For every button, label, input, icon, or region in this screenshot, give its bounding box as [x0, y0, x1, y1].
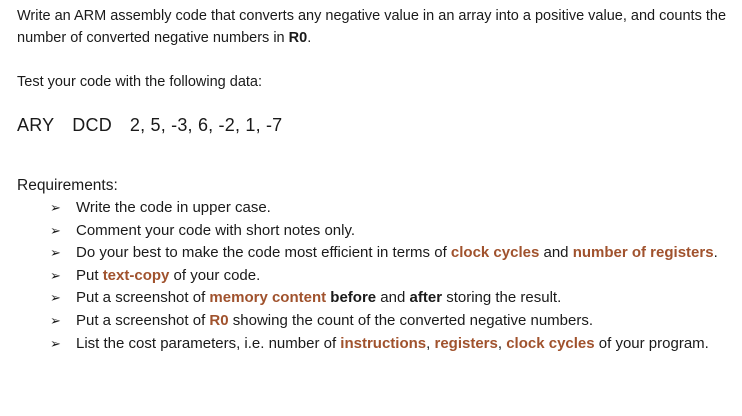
- requirement-text: ,: [426, 334, 435, 352]
- dcd-directive: DCD: [72, 115, 112, 135]
- requirement-text: showing the count of the converted negative numbers.: [228, 311, 594, 329]
- requirement-text: storing the result.: [442, 289, 562, 307]
- highlight-clock-cycles: clock cycles: [506, 334, 595, 352]
- requirement-item: [17, 310, 735, 333]
- arrow-bullet-icon: ➢: [50, 290, 61, 306]
- requirement-item: [17, 220, 735, 243]
- requirement-text: Write the code in upper case.: [76, 199, 271, 216]
- requirement-text: Comment your code with short notes only.: [76, 221, 356, 239]
- requirement-text: Put a screenshot of: [76, 289, 210, 307]
- array-label: ARY: [17, 115, 55, 135]
- requirement-item: [17, 287, 735, 310]
- arrow-bullet-icon: ➢: [50, 222, 61, 238]
- highlight-text-copy: text-copy: [102, 266, 170, 284]
- highlight-number-of-registers: number of registers: [572, 244, 714, 262]
- requirement-text: and: [376, 289, 410, 307]
- requirement-text: and: [539, 244, 573, 262]
- arrow-bullet-icon: ➢: [50, 245, 61, 261]
- bold-after: after: [409, 289, 443, 307]
- requirement-item: [17, 265, 735, 288]
- requirements-list: [17, 197, 735, 355]
- intro-text: Write an ARM assembly code that converts any negative value in an array into a positive value, and counts the number of converted negative numbers in: [17, 8, 727, 46]
- requirement-text: ,: [497, 334, 507, 352]
- bold-before: before: [330, 289, 377, 307]
- test-instruction: Test your code with the following data:: [17, 74, 263, 90]
- intro-paragraph: [17, 5, 735, 49]
- data-definition-line: [17, 111, 735, 139]
- array-values: 2, 5, -3, 6, -2, 1, -7: [129, 115, 283, 135]
- highlight-registers: registers: [434, 334, 498, 352]
- requirement-text: Do your best to make the code most efficient in terms of: [76, 244, 451, 262]
- requirement-item: [17, 242, 735, 265]
- intro-register: R0: [288, 30, 308, 46]
- arrow-bullet-icon: ➢: [50, 200, 61, 215]
- highlight-instructions: instructions: [340, 334, 427, 352]
- requirement-text: of your program.: [594, 334, 709, 352]
- requirement-text: List the cost parameters, i.e. number of: [76, 334, 341, 352]
- requirements-heading: Requirements:: [17, 177, 118, 194]
- highlight-clock-cycles: clock cycles: [450, 244, 540, 262]
- arrow-bullet-icon: ➢: [50, 267, 61, 283]
- requirement-text: Put: [76, 266, 103, 284]
- highlight-r0: R0: [209, 311, 229, 329]
- requirement-text: Put a screenshot of: [76, 311, 210, 329]
- requirement-item: [17, 197, 735, 220]
- assignment-document: [17, 5, 735, 355]
- requirement-text: .: [713, 244, 718, 262]
- arrow-bullet-icon: ➢: [50, 312, 61, 328]
- requirement-item: [17, 333, 735, 356]
- arrow-bullet-icon: ➢: [50, 335, 61, 351]
- requirement-text: of your code.: [169, 266, 261, 284]
- intro-end: .: [307, 30, 312, 46]
- highlight-memory-content: memory content: [209, 289, 327, 307]
